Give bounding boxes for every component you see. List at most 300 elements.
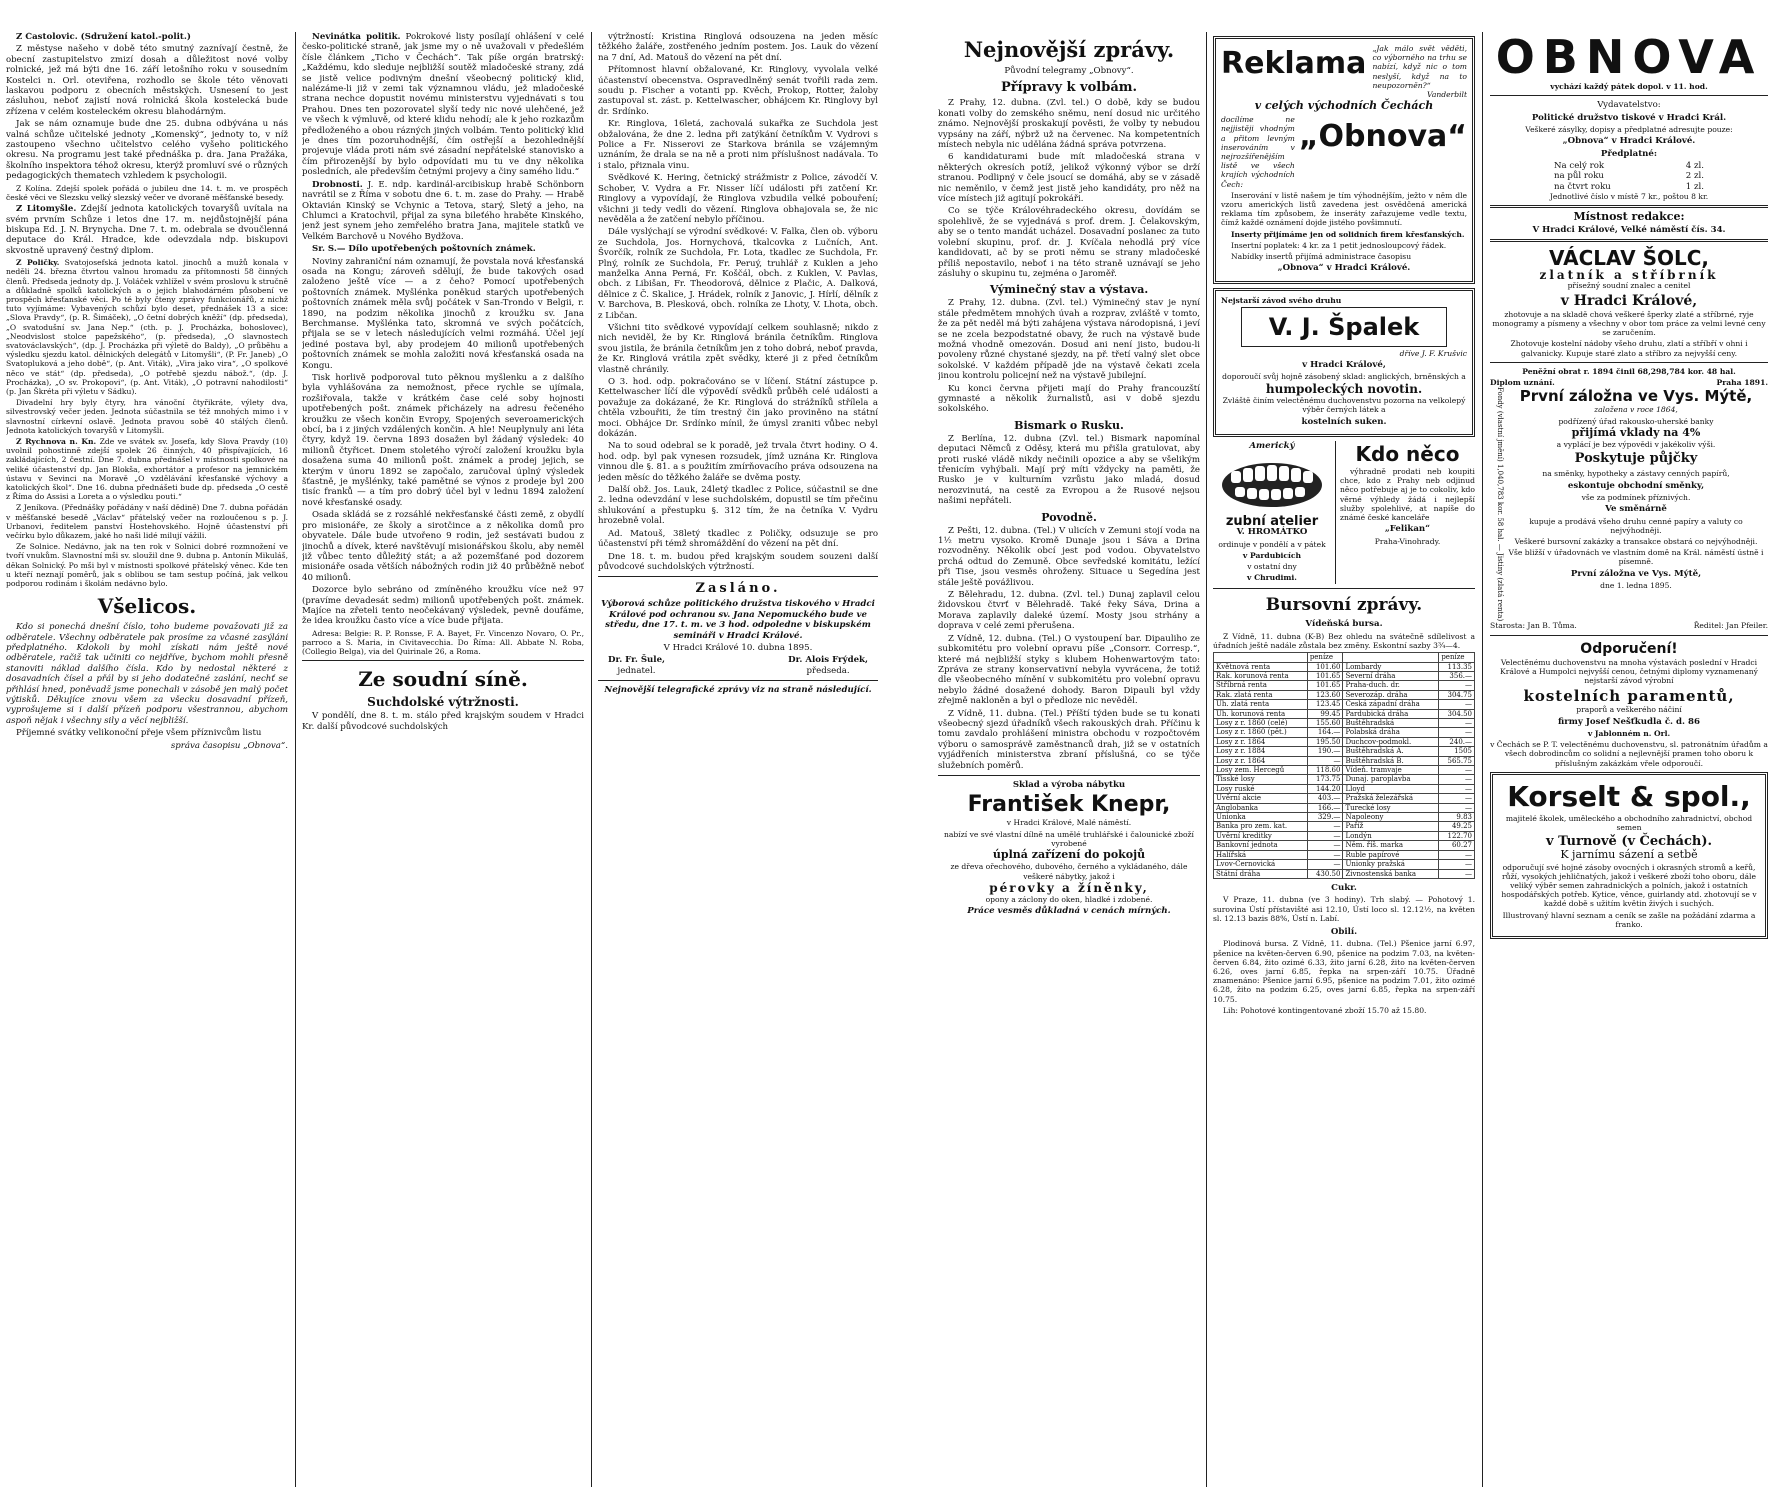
table-cell: —	[1439, 869, 1475, 878]
korselt-ad	[1490, 772, 1768, 939]
table-cell: Severní dráha	[1343, 671, 1439, 680]
table-cell: 9.83	[1439, 813, 1475, 822]
table-cell: Tisské losy	[1214, 775, 1308, 784]
table-row	[1214, 728, 1475, 737]
table-row	[1214, 794, 1475, 803]
table-cell: Turecké losy	[1343, 803, 1439, 812]
article-paragraph: Adresa: Belgie: R. P. Ronsse, F. A. Bayet, Fr. Vincenzo Novaro, O. Pr., parroco a S. Maria, in Civitavecchia. Do Říma: All. Abbate N. Roba, (Collegio Belga), via del Quirinale 26, a Roma.	[302, 628, 584, 657]
table-cell: 195.50	[1307, 737, 1343, 746]
mail-note: Veškeré zásylky, dopisy a předplatné adresujte pouze:	[1525, 125, 1733, 135]
table-cell: Severozáp. dráha	[1343, 690, 1439, 699]
dental-ad	[1213, 441, 1331, 584]
notice-signatures	[598, 655, 878, 676]
article-paragraph: V Praze, 11. dubna (ve 3 hodiny). Trh slabý. — Pohotový 1. surovina Ústí přístavišté asi 12.10, Ústí loco sl. 12.12½, na květen sl. 12.13 bazis 88%, Ústí n. Labí.	[1213, 895, 1475, 923]
price-period: na půl roku	[1554, 171, 1604, 182]
right-page	[938, 32, 1770, 1487]
ad-subtitle: majitelé školek, uměleckého a obchodního zahradnictví, obchod semen	[1505, 813, 1753, 832]
ad-text: v ostatní dny	[1247, 561, 1297, 571]
table-cell: Losy z r. 1860 (pět.)	[1214, 728, 1308, 737]
table-header-cell	[1214, 653, 1308, 662]
ad-body-row	[1221, 115, 1467, 191]
table-cell: Polabská dráha	[1343, 728, 1439, 737]
table-cell: Pražská železářská	[1343, 794, 1439, 803]
signature: správa časopisu „Obnova“.	[170, 740, 288, 751]
left-column-2	[302, 32, 584, 1487]
divider	[598, 576, 878, 577]
ad-award-row	[1490, 378, 1768, 387]
table-cell: Rak. zlatá renta	[1214, 690, 1308, 699]
ad-brand: „Obnova“	[1298, 119, 1467, 155]
table-cell: Uh. zlatá renta	[1214, 700, 1308, 709]
article-heading: Drobnosti.	[312, 179, 363, 190]
ad-place: v Hradci Králové, Malé náměstí.	[1006, 818, 1132, 828]
divider	[302, 660, 584, 661]
table-cell: Paříž	[1343, 822, 1439, 831]
table-cell: 101.65	[1307, 671, 1343, 680]
article-text: J. E. ndp. kardinál-arcibiskup hrabě Schönborn navrátil se z Říma v sobotu dne 6. t. m. zase do Prahy. — Hrabě Oktavián Kinský se Vchynic a Tetova, starý, Sletý a jeho, na Chlumci a Kratochvil, přijal za syna bileťého hraběte Kinského, jenž jest synem jeho zemřelého bratra Jana, majitele statků ve Velkém Barchově u Nového Bydžova.	[302, 179, 584, 242]
paramenty-ad	[1490, 640, 1768, 768]
signature-role: předseda.	[806, 665, 850, 676]
article-paragraph: Z Prahy, 12. dubna. (Zvl. tel.) O době, kdy se budou konati volby do zemského sněmu, není dosud nic určitého známo. Nejnovější proskakují pověsti, že volby ty nebudou vypsány na září, nýbrž už na červenec. Na kompetentních místech nebyla nic udělána žádná správa potvrzena.	[938, 98, 1200, 151]
ad-footer: Práce vesměs důkladná v cenách mírných.	[967, 906, 1171, 917]
table-cell: 173.75	[1307, 775, 1343, 784]
table-cell: Duchcov-podmokl.	[1343, 737, 1439, 746]
ad-text: opony a záclony do oken, hladké i zdobené.	[985, 895, 1153, 905]
article-heading: Bismark o Rusku.	[1014, 418, 1124, 432]
table-cell: Losy z r. 1864	[1214, 756, 1308, 765]
table-cell: 99.45	[1307, 709, 1343, 718]
redakce-address: V Hradci Králové, Velké náměstí čís. 34.	[1532, 224, 1726, 235]
table-row	[1214, 662, 1475, 671]
ad-highlight: přijímá vklady na 4%	[1571, 425, 1701, 439]
table-cell: —	[1439, 719, 1475, 728]
table-row	[1214, 831, 1475, 840]
column-rule	[295, 32, 296, 1487]
ad-firm-name: VÁCLAV ŠOLC,	[1548, 246, 1709, 271]
table-cell: Ruble papírové	[1343, 850, 1439, 859]
article-paragraph: Z Vídně, 11. dubna. (Tel.) Příští týden bude se tu konati všeobecný sjezd úřadníků všech rakouských drah. Příčinu k tomu zavdalo prohlášení ministra obchodu v rozpočtovém výboru o samosprávě zaměstnanců drah, již se v ostatních vyjádřeních ministerstva zbraní příslušná, co se týče služebních poměrů.	[938, 708, 1200, 771]
table-cell: —	[1439, 803, 1475, 812]
ad-header: Nejstarší závod svého druhu	[1221, 295, 1342, 305]
ad-title: Odporučení!	[1580, 640, 1678, 657]
table-cell: 101.65	[1307, 681, 1343, 690]
table-cell: —	[1439, 850, 1475, 859]
table-cell: 123.45	[1307, 700, 1343, 709]
table-header-cell	[1343, 653, 1439, 662]
article-paragraph: Dozorce bylo sebráno od zmíněného kroužku více než 97 (pravíme devadesát sedm) milionů upotřebených pošt. známek. Majíce na zřeteli tento neočekávaný výsledek, pevně doufáme, že idea kroužku často více a více bude přijata.	[302, 585, 584, 627]
ad-header: Americký	[1249, 440, 1295, 451]
greeting-text: Příjemné svátky velikonoční přeje všem příznivcům listu	[16, 728, 262, 739]
ad-quote-text: „Jak málo svět věděti, co výborného na trhu se nabízí, když nic o tom neslyší, když na to neupozorněn?“	[1372, 44, 1467, 90]
ad-note: Inserty přijímáme jen od solidních firem křesťanských.	[1231, 229, 1465, 239]
ad-text: doporoučí svůj hojně zásobený sklad: anglických, brněnských a	[1222, 372, 1466, 382]
section-title: Nejnovější zprávy.	[963, 37, 1175, 62]
table-cell: Anglobanka	[1214, 803, 1308, 812]
right-column-2	[1213, 32, 1475, 1487]
article-paragraph: Ad. Matouš, 38letý tkadlec z Poličky, odsuzuje se pro účastenství při témž shromáždění do vězení na pět dní.	[598, 528, 878, 550]
article-paragraph: Lih: Pohotové kontingentované zboží 15.70 až 15.80.	[1223, 1005, 1427, 1015]
ad-firm-name: Korselt & spol.,	[1507, 779, 1751, 813]
table-cell: 101.60	[1307, 662, 1343, 671]
article-paragraph: Tisk horlivě podporoval tuto pěknou myšlenku a z dalšího byla vyhlášována za nemožnost, přece rychle se ujímala, rozšiřovala, takže v krátkém čase celé soby hojnosti upotřebených pošt. známek přicházely na adresu řečeného kroužku ze všech končin Evropy, Spojených severoamerických obcí, ba i z jiných vzdálených končin. A hle! Neuplynuly ani léta čtyry, když 19. června 1893 dosažen byl žádaný výsledek: 40 milionů čtyřicet. Dnem stoletého výročí založení kroužku byla dosažena suma 40 milionů pošt. známek a prodej jejich, se kterým v únoru 1892 se započalo, zaručoval úplný výsledek šťastně, je myšlénky, také pamětné se výnos z prodeje byl 200 tisíc franků — a tím pro dobrý účel byl v lednu 1894 založení nové křesťanské osady.	[302, 373, 584, 508]
ad-text: Inserování v listě našem je tím výhodnějším, ježto v něm dle vzoru amerických listů zavedena jest osvědčená americká reklama tím způsobem, že inseráty zařazujeme vedle textu, čímž každé oznámení dojde jistého povšimnutí.	[1221, 190, 1467, 228]
table-cell: Lombardy	[1343, 662, 1439, 671]
ad-place: v Chrudimi.	[1247, 573, 1297, 583]
ad-text: založena v roce 1864,	[1594, 405, 1678, 415]
table-cell: Bankovní jednota	[1214, 841, 1308, 850]
table-row	[1214, 813, 1475, 822]
ad-text: v Čechách se P. T. velectěnému duchovenstvu, sl. patronátním úřadům a všech dobrodincům co solidní a nejlevnější pramen toho oboru k příslušným zakázkám vřele odporoučí.	[1490, 740, 1768, 768]
ad-highlight: Ve směnárně	[1605, 504, 1667, 515]
table-cell: —	[1307, 860, 1343, 869]
article-paragraph: Z městyse našeho v době této smutný zaznívají čestně, že obecní zastupitelstvo zmizí dosah a důležitost nové volby rolnické, jež má býti dne 16. září letošního roku v sousedním Kostelci n. Orl. oteviřena, rozhodlo se škole této věnovati laskavou podporu z obecních městských. Usnesení to jest zásluhou, neboť zajistí nová rolnická škola kostelecká bude zřízena v celém kosteleckém okresu blahodárným.	[6, 44, 288, 117]
article-heading: Cukr.	[1331, 882, 1357, 893]
article-text: Pokrokové listy posílají ohlášení v celé česko-politické straně, jak jsme my o ně uvažovali v předešlém čísle článkem „Ticho v Čechách“. Tak píše orgán bratrský: „Každému, kdo sleduje nejbližší soutěž mladočeské strany, zdá se jistě velice podivným dnešní všeobecný politický klid, nalézáme-li již v zemi tak významnou vládu, jež mladočeské strana nechce dopustit novému ministerstvu vyjednávati s tou Prahou. Dnes ten pozorovatel slyší tedy nic nové ulehčené, jež ve všech k výmluvě, od které klidu nehodí; ale k jeho rozkazům předloženého a obou rázných jiných volbám. Tento politický klid je dnes tím pozoruhodnější, čím ostřejší a bezohlednější projevuje vláda proti nám své zásadní nepřátelské stanovisko a čím přirozenější by bylo odpovídati mu tu ve dny několika posledních, ale především četnými projevy a činy samého lidu.“	[302, 32, 584, 178]
article-paragraph: Na to soud odebral se k poradě, jež trvala čtvrt hodiny. O 4. hod. odp. byl pak vynesen rozsudek, jímž uznána Kr. Ringlova vinnou dle §. 81. a s použitím zmírňovacího práva odsouzena na jeden měsíc do těžkého žaláře se dvěma posty.	[598, 441, 878, 483]
ad-body	[1504, 387, 1768, 621]
ad-footer: První záložna ve Vys. Mýtě,	[1570, 568, 1702, 579]
table-cell: 356.—	[1439, 671, 1475, 680]
ad-description: docílíme ne nejjistěji vhodným a přitom levným inserováním v nejrozšířenějším listě ve všech krajích východních Čech:	[1221, 115, 1295, 189]
table-cell: 144.20	[1307, 784, 1343, 793]
right-column-1	[938, 32, 1200, 1487]
price-amount: 2 zl.	[1685, 171, 1704, 182]
article-heading: Sr. S.— Dílo upotřebených poštovních známek.	[312, 244, 536, 255]
zalozna-ad	[1490, 367, 1768, 631]
signature-block	[788, 655, 868, 676]
divider	[598, 680, 878, 681]
table-cell: —	[1439, 700, 1475, 709]
ad-place: v Pardubicích	[1242, 550, 1302, 560]
divider	[1490, 362, 1768, 363]
article-paragraph: Divadelní hry byly čtyry, hra vánoční čtyřikráte, výlety dva, silvestrovský večer jeden. Jednota súčastnila se též mnohých mimo i v slavnostní církevní oslavě. Jednota pravou sobě 40 stálých členů. Jednota katolických tovaryšů v Litomyšli.	[6, 398, 288, 435]
table-cell: Losy zem. Hercegů	[1214, 766, 1308, 775]
table-cell: —	[1439, 775, 1475, 784]
section-subtitle: Původní telegramy „Obnovy“.	[1004, 66, 1134, 76]
ad-quote	[1372, 44, 1467, 99]
article-paragraph: Všichni tito svědkové vypovídají celkem souhlasně; nikdo z nich neviděl, že by Kr. Ringlová bránila četníkům. Ringlova svou jistila, že bránila četníkům jen z toho dobrá, neboť pravda, že Kr. Ringlová vrátila zpět svědky, které ji z před četníkům vlastně chránily.	[598, 322, 878, 375]
ad-subtitle: přísežný soudní znalec a cenitel	[1567, 280, 1691, 290]
table-row	[1214, 747, 1475, 756]
publisher: Politické družstvo tiskové v Hradci Král.	[1531, 112, 1727, 123]
article-paragraph: Přítomnost hlavní obžalované, Kr. Ringlovy, vyvolala velké účastenství obecenstva. Ospravedlněný senát tvořili rada zem. soudu p. Fischer a votanti pp. Kvěch, Prokop, Rotter, žaloby zastupoval st. zást. p. Kettelwascher, obhájcem Kr. Ringlovy byl dr. Srdínko.	[598, 65, 878, 117]
article-paragraph: Svědkové K. Hering, četnický strážmistr z Police, závodčí V. Schober, V. Vydra a Fr. Nisser líčí události při zatčení Kr. Ringlovy a vypovídají, že Ringlova vzbudila velké pobouření; všichni ji tedy vedli do vězení. Ringlova obhajovala se, že nic nevěděla a že zatčení nebylo příčinou.	[598, 173, 878, 225]
price-row	[1554, 171, 1704, 181]
masthead: OBNOVA	[1495, 32, 1763, 84]
table-row	[1214, 719, 1475, 728]
table-cell: Losy z r. 1860 (celé)	[1214, 719, 1308, 728]
table-cell: Napoleony	[1343, 813, 1439, 822]
ad-highlight: kostelních suken.	[1301, 416, 1387, 427]
table-cell: Živnostenská banka	[1343, 869, 1439, 878]
table-cell: Lloyd	[1343, 784, 1439, 793]
article-text: Zdejší jednota katolických tovaryšů uvítala na svém prvním Schůze i letos dne 17. m. nejdůstojnější pána biskupa Ed. J. N. Brynycha. Dne 7. t. m. odebrala se dvoučlenná deputace do Král. Hradce, kde odevzdala ndp. biskupovi skvostně upravený čestný diplom.	[6, 204, 288, 256]
ad-text: nabízí ve své vlastní dílně na umělé truhlářské i čalounické zboží vyrobené	[944, 829, 1194, 848]
table-cell: Dunaj. paroplavba	[1343, 775, 1439, 784]
ad-body-row	[1490, 387, 1768, 621]
article-paragraph: Plodinová bursa. Z Vídně, 11. dubna. (Tel.) Pšenice jarní 6.97, pšenice na květen-červen 6.90, pšenice na podzim 7.03, na květen-červen 6.84, žito ozimé 6.33, žito jarní 6.28, žito na květen-červen 6.26, oves jarní 6.85, řepka na srpen-září 10.75. Úřadně znamenáno: Pšenice jarní 6.95, pšenice na podzim 7.01, žito ozimé 6.28, žito na podzim 6.25, oves jarní 6.85, řepka na srpen-září 10.75.	[1213, 939, 1475, 1004]
article-heading: Z Rychnova n. Kn.	[16, 436, 97, 446]
article-heading: Výminečný stav a výstava.	[989, 283, 1149, 297]
ad-header-row	[1221, 44, 1467, 99]
divider	[1490, 205, 1768, 208]
table-row	[1214, 681, 1475, 690]
footer-note: Nejnovější telegrafické zprávy viz na straně následující.	[604, 685, 872, 696]
table-cell: —	[1307, 850, 1343, 859]
table-cell: Něm. říš. marka	[1343, 841, 1439, 850]
ad-firm-name: V. HROMÁTKO	[1236, 527, 1308, 538]
divider	[1490, 95, 1768, 96]
article-heading: Přípravy k volbám.	[1000, 80, 1138, 96]
ad-footer: Illustrovaný hlavní seznam a ceník se zašle na požádání zdarma a franko.	[1502, 910, 1756, 929]
article-paragraph: Z Kolína. Zdejší spolek pořádá o jubileu dne 14. t. m. ve prospěch české věci ve Slezsku velký slezský večer ve dvoraně měšťanské besedy.	[6, 183, 288, 202]
ad-title: Kdo něco	[1355, 441, 1460, 466]
table-cell: Buštěhradská	[1343, 719, 1439, 728]
table-cell: Státní dráha	[1214, 869, 1308, 878]
article-paragraph: Jak se nám oznamuje bude dne 25. dubna odbývána u nás valná schůze učitelské jednoty „Komenský“, jednoty to, v níž zastoupeno všechno učitelstvo celého vyšeho politického okresu. Na programu jest také přednáška p. dra. Jana Pražáka, školního inspektora téhož okresu, kterýž promluví své o různých pedagogických thematech vzhledem k psychologii.	[6, 119, 288, 182]
table-row	[1214, 700, 1475, 709]
table-cell: —	[1439, 766, 1475, 775]
article-paragraph: Z Bělehradu, 12. dubna. (Zvl. tel.) Dunaj zaplavil celou židovskou čtvrť v Bělehradě. Také řeky Sáva, Drina a Morava zaplavily daleké území. Mosty jsou strhány a doprava v celé zemi přerušena.	[938, 590, 1200, 632]
article-paragraph: Ku konci června přijeti mají do Prahy francouzští gymnasté a několik žurnalistů, asi v době sjezdu sokolského.	[938, 383, 1200, 415]
table-cell: Londýn	[1343, 831, 1439, 840]
stock-table-body	[1214, 662, 1475, 878]
table-row	[1214, 690, 1475, 699]
table-row	[1214, 850, 1475, 859]
ad-stats: Peněžní obrat r. 1894 činil 68,298,784 kor. 48 hal.	[1522, 366, 1736, 376]
ad-text: Zvláště činím velectěnému duchovenstvu pozorna na velkolepý výběr černých látek a	[1222, 396, 1466, 415]
price-row	[1554, 182, 1704, 192]
table-cell: 430.50	[1307, 869, 1343, 878]
small-ads-row	[1213, 441, 1475, 584]
table-cell: —	[1439, 681, 1475, 690]
spalek-ad	[1213, 288, 1475, 437]
signature-name: Dr. Alois Frýdek,	[788, 655, 868, 666]
article-paragraph: Dále vyslýchají se výrodní svědkové: V. Falka, člen ob. výboru ze Suchdola, Jos. Hornychová, tkalcovka z Lučních, Ant. Švorčík, rolník ze Suchdola, Fr. Lota, tkadlec ze Suchdola, Fr. Plný, rolník ze Suchdola, Fr. Peruý, truhlář z Kuklen a jeho manželka Anna Perná, Fr. Koščál, obch. z Kuklen, V. Pavlas, obch. z Libišan, Fr. Theodorová, dělnice z Plačic, A. Dalková, dělnice z Č. Skalice, J. Hrádek, rolník z Janovic, J. Hírlí, dělník z V. Barchova, B. Plesková, obch. rolníka ze Lhoty, V. Lhota, obch. z Libčan.	[598, 227, 878, 321]
ad-award: Praha 1891.	[1716, 378, 1768, 388]
ad-text: Veškeré bursovní zakázky a transakce obstará co nejvýhodněji.	[1514, 536, 1758, 546]
article-paragraph: výtržností: Kristina Ringlová odsouzena na jeden měsíc těžkého žaláře, zostřeného jedním postem. Jos. Lauk do vězení na 7 dní, Ad. Matouš do vězení na pět dní.	[598, 32, 878, 63]
table-cell: Buštěhradská B.	[1343, 756, 1439, 765]
table-cell: —	[1439, 860, 1475, 869]
notice-text: Výborová schůze politického družstva tiskového v Hradci Králové pod ochranou sv. Jana Nepomuckého bude ve středu, dne 17. t. m. ve 3 hod. odpoledne v biskupském semináři v Hradci Králové.	[601, 599, 875, 641]
ad-text: a vyplácí je bez výpovědi v jakékoliv výši.	[1556, 440, 1716, 450]
table-row	[1214, 709, 1475, 718]
divider	[938, 775, 1200, 776]
table-row	[1214, 841, 1475, 850]
ad-formerly: dříve J. F. Krušvic	[1399, 348, 1467, 358]
ad-chair: Starosta: Jan B. Tůma.	[1490, 621, 1577, 631]
table-cell: 1505	[1439, 747, 1475, 756]
article-paragraph: Z Pešti, 12. dubna. (Tel.) V ulicích v Zemuni stojí voda na 1½ metru vysoko. Kromě Dunaje jsou i Sáva a Drina rozvodněny. Několik obcí jest pod vodou. Obyvatelstvo prchá odtud do Zemuně. Obce sevředské komitátu, ležící při Tise, jsou vesměs ohroženy. Situace u Segedína jest stále ještě povážlivou.	[938, 525, 1200, 588]
ad-header: Sklad a výroba nábytku	[1012, 779, 1126, 790]
table-row	[1214, 756, 1475, 765]
ad-firm-name: „Felikan“	[1384, 524, 1431, 535]
right-column-3	[1490, 32, 1768, 1487]
table-cell: 166.—	[1307, 803, 1343, 812]
ad-text: vše za podmínek příznivých.	[1581, 492, 1691, 502]
table-header-cell: peníze	[1307, 653, 1343, 662]
ad-highlight: Poskytuje půjčky	[1574, 451, 1698, 467]
ad-place: v Turnově (v Čechách).	[1545, 834, 1713, 850]
single-price: Jednotlivé číslo v místě 7 kr., poštou 8 kr.	[1549, 192, 1709, 202]
ad-trade: zlatník a stříbrník	[1539, 268, 1719, 283]
ad-date: dne 1. ledna 1895.	[1600, 580, 1672, 590]
article-paragraph: Z Berlína, 12. dubna (Zvl. tel.) Bismark napomínal deputaci Němců z Oděsy, která mu přišla gratulovat, aby proti ruské vládě nikdy nečinili opozice a aby se všelikým třenicím vyhýbali. Mají prý míti vždycky na paměti, že Rusko je v kulturním vzrůstu jako mladá, dosud nerozvinutá, na cestě za Evropou a že Rusové nejsou našimi nepřáteli.	[938, 433, 1200, 507]
table-cell: 304.50	[1439, 709, 1475, 718]
ad-director: Ředitel: Jan Pfeiler.	[1693, 621, 1768, 631]
column-rule	[591, 32, 592, 1487]
article-heading: Z Litomyšle.	[16, 204, 77, 215]
ad-text: podřízený úřad rakousko-uherské banky	[1558, 416, 1714, 426]
table-cell: 304.75	[1439, 690, 1475, 699]
ad-firm-name: V. J. Špalek	[1241, 307, 1447, 347]
table-cell: Úvěrní akcie	[1214, 794, 1308, 803]
table-cell: Losy ruské	[1214, 784, 1308, 793]
article-paragraph: Další obž. Jos. Lauk, 24letý tkadlec z Police, súčastnil se dne 2. ledna odevzdání v lese suchdolském, dopustil se tím přečinu shlukování a přestupku §. 312 tím, že na četníka V. Vydru hrozebně volal.	[598, 485, 878, 527]
table-cell: Pardubická dráha	[1343, 709, 1439, 718]
article-heading: Nevinátka politik.	[312, 32, 401, 42]
ad-highlight: K jarnímu sázení a setbě	[1560, 848, 1698, 862]
price-amount: 4 zl.	[1685, 161, 1704, 172]
table-cell: Vídeň. tramvaje	[1343, 766, 1439, 775]
table-cell: 113.35	[1439, 662, 1475, 671]
prices-title: Předplatné:	[1600, 148, 1658, 159]
price-period: na čtvrt roku	[1554, 181, 1611, 192]
table-row	[1214, 860, 1475, 869]
divider	[1490, 239, 1768, 242]
table-cell: 190.—	[1307, 747, 1343, 756]
table-row	[1214, 766, 1475, 775]
section-title: Ze soudní síně.	[358, 667, 528, 692]
article-paragraph: Kdo si ponechá dnešní číslo, toho budeme považovati již za odběratele. Všechny odběratele pak prosíme za včasné zasýlání předplatného. Kdokoli by mohl získati nám ještě nové odběratele, račiž tak učiniti co nejdříve, bychom mohli přesně stanoviti náklad dalšího čísla. Kdo by nedostal některé z dosavadních čísel a přál by si jeho dodatečné zaslání, nechť se přihlásí hned, poněvadž jsme ponechali v zásobě jen malý počet výtisků. Děkujíce znovu všem za všecku dosavadní přízeň, vyprošujeme si i další přízeň podporu všestrannou, abychom aspoň nějak i všechny sily a věcí nejbližší.	[6, 622, 288, 726]
table-row	[1214, 737, 1475, 746]
ad-firm-name: František Knepr,	[967, 792, 1171, 818]
article-text: Zde ve svátek sv. Josefa, kdy Slova Pravdy (10) uvolnil pohostinně zdejší spolek 26 činných, 40 přispívajících, 16 zakládajících, 2 čestní. Dne 7. dubna přednášel v místnosti spolkové na veliké účastenství dp. Jan Blokša, exhortátor a profesor na jemnickém ústavu v Sevinci na Moravě „O vzdělávání křesťanské výchovy a katolických škol“. Dne 16. dubna přednášeti bude dp. předseda „O cestě z Říma do Assisi a Loreta a o výsledku pouti.“	[6, 436, 288, 502]
ad-title: Reklama	[1221, 46, 1367, 81]
table-cell: 565.75	[1439, 756, 1475, 765]
table-cell: Unionky pražská	[1343, 860, 1439, 869]
article-paragraph: Dne 18. t. m. budou před krajským soudem souzeni další původcové suchdolských výtržností.	[598, 551, 878, 572]
signature-name: Dr. Fr. Šule,	[608, 655, 666, 666]
ad-text: výhradně prodati neb koupiti chce, kdo z Prahy neb odjinud něco potřebuje aj je to cokoliv, kdo věrné výhledy žádá i nejlepší služby spolehlivé, at napíše do známé české kanceláře	[1340, 466, 1475, 522]
notice-place-date: V Hradci Králové 10. dubna 1895.	[663, 642, 813, 653]
column-rule	[1482, 32, 1483, 1487]
section-title: Bursovní zprávy.	[1265, 595, 1423, 616]
ad-side-text: Fondy (vlastní jmění) 1,040,783 kor. 58 hal. — Jistiny (zlatá renta)	[1496, 387, 1504, 622]
ad-admin-address: „Obnova“ v Hradci Králové.	[1277, 263, 1411, 274]
table-cell: —	[1307, 831, 1343, 840]
table-cell: Rak. korunová renta	[1214, 671, 1308, 680]
ad-firm-name: První záložna ve Vys. Mýtě,	[1519, 387, 1753, 406]
column-rule	[1206, 32, 1207, 1487]
table-cell: —	[1439, 794, 1475, 803]
section-subtitle: Vídeňská bursa.	[1305, 619, 1383, 630]
table-cell: Losy z r. 1864	[1214, 737, 1308, 746]
stock-table	[1213, 652, 1475, 879]
article-paragraph: Z Vídně, 12. dubna. (Tel.) O vystoupení bar. Dipauliho ze subkomitétu pro volební opravu píše „Consorr. Corresp.“, které má nejbližší styky s klubem Hohenwartovým tato: Zpráva ze strany konservativní nebyla vyvrácena, že totiž dle všeobecného mínění v subkomitétu pro volební opravu nebylo žádné dosažené dohody. Baron Dipauli byl vždy zřejmě nakloněn a byl o předloze nic nevěděl.	[938, 633, 1200, 707]
ad-text: Zhotovuje kostelní nádoby všeho druhu, zlatí a stříbří v ohni i galvanicky. Kupuje staré zlato a stříbro za nejvyšší ceny.	[1510, 339, 1748, 358]
table-row	[1214, 775, 1475, 784]
table-cell: Unionka	[1214, 813, 1308, 822]
table-cell: 123.60	[1307, 690, 1343, 699]
table-cell: —	[1307, 756, 1343, 765]
ad-highlight: kostelních paramentů,	[1523, 687, 1735, 706]
ad-text: praporů a veškerého náčiní	[1576, 705, 1682, 715]
ad-text: na směnky, hypotheky a zástavy cenných papírů,	[1542, 469, 1730, 479]
ad-admin: Nabídky insertů přijímá administrace časopisu	[1231, 252, 1412, 262]
table-cell: 164.—	[1307, 728, 1343, 737]
ad-firm-name: firmy Josef Nešťkudla č. d. 86	[1558, 716, 1700, 727]
table-cell: —	[1439, 728, 1475, 737]
price-period: Na celý rok	[1554, 161, 1605, 172]
ad-text: odporučují své hojné zásoby ovocných i okrasných stromů a keřů, růží, vysokých jehličnatých, jakož i veškeré zboží toho oboru, dále veliký výběr semen zahradnických a polních, jakož i ostatních hospodářských potřeb. Kytice, věnce, guirlandy atd. zhotovují se v každé době s užitím květin živých i suchých.	[1501, 862, 1757, 909]
table-cell: 240.—	[1439, 737, 1475, 746]
article-paragraph: Kr. Ringlova, 16letá, zachovalá sukařka ze Suchdola jest obžalována, že dne 2. ledna při zatýkání četníkům V. Vydrovi s Police a Fr. Nisserovi ze Starkova bránila se vzájemným uznáním, že drala se na ně a proti nim příslušnost nadávala. To i stalo, přiznala vinu.	[598, 119, 878, 171]
masthead-subtitle: vychází každý pátek dopol. v 11. hod.	[1550, 82, 1708, 91]
furniture-ad	[938, 780, 1200, 917]
article-paragraph: Co se týče Královéhradeckého okresu, dovídám se spolehlivě, že se vyjednává s prof. drem. J. Čelakovským, aby se o tento mandát ucházel. Dosavadní poslanec za tuto volební skupinu, prof. dr. J. Kvíčala nehodlá prý více kandidovati, ač by se proti němu se strany mladočeské příliš nepostavilo, neboť i na této straně uznávají se jeho zásluhy o skupinu tu, zejména o Jaroměř.	[938, 206, 1200, 279]
table-cell: Květnová renta	[1214, 662, 1308, 671]
article-paragraph: Z Jeníkova. (Přednášky pořádány v naší dědině) Dne 7. dubna pořádán v měšťanské besedě „Václav“ přátelský večer na rozloučenou s p. J. Urbanovi, ředitelem panství Hostehovského. Hojně účastenství při večírku bylo důkazem, jaké ho naši lidé milují vážili.	[6, 503, 288, 541]
prices-list	[1554, 161, 1704, 192]
table-cell: —	[1307, 841, 1343, 850]
section-title: Všelicos.	[97, 594, 197, 619]
publisher-label: Vydavatelstvo:	[1597, 100, 1661, 111]
left-column-1	[6, 32, 288, 1487]
table-cell: —	[1439, 784, 1475, 793]
table-row	[1214, 803, 1475, 812]
ad-text: zhotovuje a na skladě chová veškeré šperky zlaté a stříbrné, ryje monogramy a písmeny a všechny v obor tom práce za velmi levné ceny se zaručením.	[1492, 309, 1766, 338]
table-cell: —	[1307, 822, 1343, 831]
table-cell: 49.25	[1439, 822, 1475, 831]
left-page	[6, 32, 878, 1487]
ad-text: ze dřeva ořechového, dubového, černého a vykládaného, dále veškeré nábytky, jakož i	[950, 862, 1188, 881]
ad-diploma: Diplom uznání.	[1490, 378, 1555, 388]
solc-ad	[1490, 246, 1768, 358]
table-cell: Praha-duch. dr.	[1343, 681, 1439, 690]
divider	[1213, 588, 1475, 589]
table-row	[1214, 671, 1475, 680]
section-title: Zasláno.	[695, 581, 781, 597]
table-cell: Lvov-Černovická	[1214, 860, 1308, 869]
article-heading: Obilí.	[1330, 926, 1358, 937]
table-cell: 329.—	[1307, 813, 1343, 822]
article-paragraph: Noviny zahraniční nám oznamují, že povstala nová křesťanská osada na Kongu; zároveň sdělují, že bude takových osad založeno ještě více — a z čeho? Pomocí upotřebených poštovních známek. Myšlénka poněkud starých upotřebených poštovních známek měla svůj počátek v San-Trondo v Belgii, r. 1890, na podzim několika jinochů z kroužku sv. Jana Berchmanse. Myšlénka tato, skromná ve svých počátcích, přijala se se v letech následujících velmi rozmáhá. Účel její jediné postava byl, aby prodejem 40 milionů upotřebených poštovních známek se mohla založiti nová křesťanská osada na Kongu.	[302, 256, 584, 371]
table-cell: Česká západní dráha	[1343, 700, 1439, 709]
signature-block	[608, 655, 665, 676]
table-cell: Banka pro zem. kat.	[1214, 822, 1308, 831]
divider	[1490, 635, 1768, 636]
signature-role: jednatel.	[617, 665, 656, 676]
ad-text: Vše bližší v úřadovnách ve vlastním domě na Král. náměstí ústně i písemně.	[1508, 548, 1764, 567]
table-cell: Úvěrní kreditky	[1214, 831, 1308, 840]
reklama-ad	[1213, 36, 1475, 284]
article-paragraph: V pondělí, dne 8. t. m. stálo před krajským soudem v Hradci Kr. další původcové suchdolských	[302, 711, 584, 732]
table-row	[1214, 784, 1475, 793]
table-row	[1214, 822, 1475, 831]
ad-place: v Hradci Králové,	[1302, 360, 1386, 371]
table-cell: Halířská	[1214, 850, 1308, 859]
redakce-title: Místnost redakce:	[1573, 210, 1685, 224]
table-row	[1214, 869, 1475, 878]
kdo-neco-ad	[1335, 441, 1475, 584]
article-paragraph: Z Vídně, 11. dubna (K-B) Bez ohledu na svátečně sdílelivost a úřadních ještě nadále zůstala bez změny. Eskontní sazby 3¾—4.	[1213, 631, 1475, 650]
ad-highlight: eskontuje obchodní směnky,	[1567, 480, 1705, 491]
section-subtitle: Suchdolské výtržnosti.	[367, 695, 519, 710]
ad-highlight: humpoleckých novotin.	[1265, 381, 1423, 396]
ad-place: Praha-Vinohrady.	[1374, 536, 1441, 546]
